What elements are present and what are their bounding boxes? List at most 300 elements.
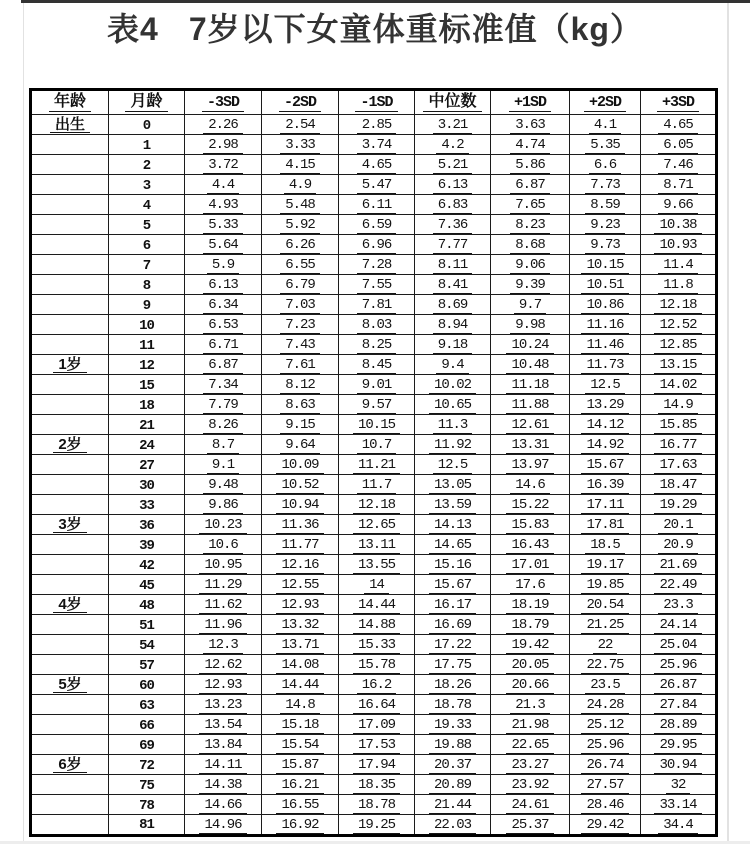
weight-value: 14.44	[353, 597, 400, 614]
value-cell	[641, 375, 717, 395]
weight-value: 4.9	[284, 177, 316, 194]
month-cell	[109, 235, 185, 255]
weight-value: 15.16	[429, 557, 476, 574]
weight-value: 30.94	[654, 757, 701, 774]
weight-value: 6.53	[203, 317, 243, 334]
weight-value: 20.05	[506, 657, 553, 674]
value-cell	[339, 555, 415, 575]
weight-value: 7.73	[585, 177, 625, 194]
header-row	[31, 90, 717, 115]
weight-value: 12.55	[276, 577, 323, 594]
month-value: 2	[142, 157, 151, 174]
value-cell	[570, 655, 641, 675]
header-plus2sd-label: +2SD	[584, 94, 626, 112]
weight-value: 7.55	[357, 277, 397, 294]
weight-value: 7.03	[280, 297, 320, 314]
value-cell	[641, 755, 717, 775]
value-cell	[262, 815, 339, 836]
weight-value: 9.57	[357, 397, 397, 414]
value-cell	[339, 195, 415, 215]
value-cell	[570, 675, 641, 695]
value-cell	[491, 275, 570, 295]
value-cell	[185, 615, 262, 635]
weight-value: 2.54	[280, 117, 320, 134]
weight-value: 12.5	[585, 377, 625, 394]
month-value: 42	[139, 557, 154, 574]
age-cell	[31, 335, 109, 355]
weight-value: 10.23	[199, 517, 246, 534]
value-cell	[185, 275, 262, 295]
value-cell	[262, 335, 339, 355]
value-cell	[185, 135, 262, 155]
value-cell	[262, 695, 339, 715]
value-cell	[415, 615, 491, 635]
header-plus3sd-label: +3SD	[657, 94, 699, 112]
table-row	[31, 395, 717, 415]
value-cell	[570, 355, 641, 375]
table-row	[31, 795, 717, 815]
weight-value: 11.18	[506, 377, 553, 394]
value-cell	[339, 635, 415, 655]
value-cell	[339, 595, 415, 615]
value-cell	[415, 655, 491, 675]
weight-value: 14.11	[199, 757, 246, 774]
value-cell	[491, 515, 570, 535]
value-cell	[262, 555, 339, 575]
header-minus3sd	[185, 90, 262, 115]
weight-value: 9.48	[203, 477, 243, 494]
weight-value: 5.33	[203, 217, 243, 234]
month-value: 3	[142, 177, 151, 194]
table-row	[31, 335, 717, 355]
weight-value: 10.48	[506, 357, 553, 374]
value-cell	[415, 715, 491, 735]
page-title	[0, 8, 750, 50]
value-cell	[491, 635, 570, 655]
value-cell	[641, 415, 717, 435]
value-cell	[641, 395, 717, 415]
weight-value: 14.92	[581, 437, 628, 454]
weight-value: 24.14	[654, 617, 701, 634]
weight-value: 8.25	[357, 337, 397, 354]
weight-value: 10.38	[654, 217, 701, 234]
value-cell	[491, 435, 570, 455]
value-cell	[415, 195, 491, 215]
value-cell	[339, 435, 415, 455]
value-cell	[415, 815, 491, 836]
weight-value: 16.39	[581, 477, 628, 494]
month-cell	[109, 495, 185, 515]
weight-value: 13.31	[506, 437, 553, 454]
value-cell	[415, 315, 491, 335]
weight-value: 19.29	[654, 497, 701, 514]
weight-value: 11.7	[357, 477, 397, 494]
weight-value: 21.98	[506, 717, 553, 734]
value-cell	[491, 415, 570, 435]
value-cell	[570, 735, 641, 755]
value-cell	[641, 355, 717, 375]
value-cell	[185, 295, 262, 315]
weight-value: 19.33	[429, 717, 476, 734]
weight-value: 20.9	[658, 537, 698, 554]
weight-value: 10.65	[429, 397, 476, 414]
header-median	[415, 90, 491, 115]
weight-value: 22.65	[506, 737, 553, 754]
value-cell	[185, 155, 262, 175]
month-value: 11	[139, 337, 154, 354]
month-cell	[109, 195, 185, 215]
table-row	[31, 815, 717, 836]
value-cell	[570, 515, 641, 535]
value-cell	[339, 535, 415, 555]
weight-value: 15.83	[506, 517, 553, 534]
weight-value: 21.25	[581, 617, 628, 634]
weight-value: 6.87	[203, 357, 243, 374]
age-cell	[31, 195, 109, 215]
value-cell	[491, 715, 570, 735]
value-cell	[491, 335, 570, 355]
month-cell	[109, 335, 185, 355]
age-cell	[31, 635, 109, 655]
weight-value: 10.7	[357, 437, 397, 454]
header-age-label: 年龄	[49, 93, 91, 112]
weight-value: 15.22	[506, 497, 553, 514]
month-cell	[109, 795, 185, 815]
weight-value: 9.39	[510, 277, 550, 294]
weight-value: 12.85	[654, 337, 701, 354]
value-cell	[641, 635, 717, 655]
weight-value: 14.44	[276, 677, 323, 694]
value-cell	[262, 275, 339, 295]
month-value: 63	[139, 697, 154, 714]
value-cell	[185, 115, 262, 135]
table-row	[31, 515, 717, 535]
month-value: 27	[139, 457, 154, 474]
value-cell	[641, 795, 717, 815]
value-cell	[185, 675, 262, 695]
weight-value: 7.61	[280, 357, 320, 374]
table-row	[31, 455, 717, 475]
value-cell	[262, 395, 339, 415]
weight-value: 15.67	[429, 577, 476, 594]
weight-value: 18.47	[654, 477, 701, 494]
value-cell	[185, 335, 262, 355]
weight-value: 7.43	[280, 337, 320, 354]
month-value: 66	[139, 717, 154, 734]
value-cell	[491, 155, 570, 175]
value-cell	[339, 235, 415, 255]
weight-value: 17.53	[353, 737, 400, 754]
age-cell	[31, 255, 109, 275]
table-row	[31, 435, 717, 455]
value-cell	[415, 475, 491, 495]
weight-value: 34.4	[658, 817, 698, 834]
weight-value: 18.78	[353, 797, 400, 814]
value-cell	[491, 175, 570, 195]
value-cell	[641, 535, 717, 555]
weight-value: 14.6	[510, 477, 550, 494]
value-cell	[415, 395, 491, 415]
weight-value: 2.26	[203, 117, 243, 134]
weight-value: 27.57	[581, 777, 628, 794]
weight-value: 14.8	[280, 697, 320, 714]
value-cell	[185, 315, 262, 335]
weight-value: 6.13	[203, 277, 243, 294]
weight-value: 13.05	[429, 477, 476, 494]
value-cell	[185, 395, 262, 415]
weight-value: 4.65	[357, 157, 397, 174]
value-cell	[491, 215, 570, 235]
month-cell	[109, 175, 185, 195]
header-month	[109, 90, 185, 115]
value-cell	[185, 715, 262, 735]
month-value: 45	[139, 577, 154, 594]
value-cell	[415, 215, 491, 235]
weight-value: 9.1	[207, 457, 239, 474]
value-cell	[185, 815, 262, 836]
value-cell	[185, 475, 262, 495]
weight-value: 18.78	[429, 697, 476, 714]
weight-value: 6.34	[203, 297, 243, 314]
value-cell	[570, 295, 641, 315]
month-cell	[109, 415, 185, 435]
weight-value: 10.86	[581, 297, 628, 314]
page-right-border	[727, 3, 729, 844]
table-row	[31, 695, 717, 715]
month-value: 36	[139, 517, 154, 534]
weight-value: 19.88	[429, 737, 476, 754]
weight-value: 24.61	[506, 797, 553, 814]
value-cell	[491, 695, 570, 715]
value-cell	[415, 115, 491, 135]
weight-value: 13.15	[654, 357, 701, 374]
month-cell	[109, 675, 185, 695]
page-left-border	[23, 3, 24, 844]
weight-value: 17.94	[353, 757, 400, 774]
value-cell	[262, 435, 339, 455]
weight-value: 6.6	[589, 157, 621, 174]
weight-value: 13.11	[353, 537, 400, 554]
month-cell	[109, 755, 185, 775]
weight-value: 24.28	[581, 697, 628, 714]
weight-value: 5.64	[203, 237, 243, 254]
value-cell	[491, 535, 570, 555]
weight-value: 8.59	[585, 197, 625, 214]
value-cell	[415, 415, 491, 435]
month-value: 9	[142, 297, 151, 314]
weight-value: 14.88	[353, 617, 400, 634]
table-row	[31, 215, 717, 235]
header-minus2sd	[262, 90, 339, 115]
value-cell	[339, 155, 415, 175]
age-cell	[31, 415, 109, 435]
value-cell	[570, 375, 641, 395]
weight-value: 15.87	[276, 757, 323, 774]
table-row	[31, 295, 717, 315]
weight-value: 7.79	[203, 397, 243, 414]
weight-value: 14.02	[654, 377, 701, 394]
value-cell	[339, 255, 415, 275]
value-cell	[641, 195, 717, 215]
header-plus2sd	[570, 90, 641, 115]
age-cell	[31, 155, 109, 175]
weight-table	[29, 88, 718, 837]
age-cell	[31, 735, 109, 755]
weight-value: 16.77	[654, 437, 701, 454]
weight-value: 16.21	[276, 777, 323, 794]
weight-value: 14.65	[429, 537, 476, 554]
value-cell	[491, 575, 570, 595]
value-cell	[491, 195, 570, 215]
value-cell	[339, 375, 415, 395]
weight-value: 9.86	[203, 497, 243, 514]
weight-value: 11.73	[581, 357, 628, 374]
value-cell	[491, 775, 570, 795]
value-cell	[185, 695, 262, 715]
value-cell	[262, 575, 339, 595]
value-cell	[339, 175, 415, 195]
value-cell	[570, 495, 641, 515]
value-cell	[570, 215, 641, 235]
weight-value: 3.33	[280, 137, 320, 154]
value-cell	[262, 235, 339, 255]
age-cell	[31, 755, 109, 775]
month-value: 5	[142, 217, 151, 234]
value-cell	[339, 135, 415, 155]
value-cell	[415, 515, 491, 535]
weight-value: 7.65	[510, 197, 550, 214]
weight-value: 13.84	[199, 737, 246, 754]
table-row	[31, 375, 717, 395]
header-age	[31, 90, 109, 115]
weight-value: 6.13	[433, 177, 473, 194]
weight-value: 33.14	[654, 797, 701, 814]
weight-value: 12.93	[276, 597, 323, 614]
value-cell	[641, 515, 717, 535]
value-cell	[491, 675, 570, 695]
header-plus3sd	[641, 90, 717, 115]
month-value: 81	[139, 817, 154, 834]
weight-value: 25.12	[581, 717, 628, 734]
weight-value: 3.72	[203, 157, 243, 174]
weight-value: 19.17	[581, 557, 628, 574]
table-row	[31, 475, 717, 495]
weight-value: 22	[593, 637, 618, 654]
weight-value: 16.92	[276, 817, 323, 834]
weight-value: 11.88	[506, 397, 553, 414]
header-plus1sd-label: +1SD	[509, 94, 551, 112]
value-cell	[339, 695, 415, 715]
weight-value: 20.1	[658, 517, 698, 534]
weight-value: 17.09	[353, 717, 400, 734]
value-cell	[185, 575, 262, 595]
value-cell	[415, 735, 491, 755]
weight-value: 9.4	[436, 357, 468, 374]
value-cell	[415, 555, 491, 575]
value-cell	[415, 795, 491, 815]
value-cell	[262, 115, 339, 135]
value-cell	[262, 655, 339, 675]
value-cell	[415, 575, 491, 595]
value-cell	[641, 695, 717, 715]
weight-value: 17.75	[429, 657, 476, 674]
month-value: 30	[139, 477, 154, 494]
weight-value: 12.93	[199, 677, 246, 694]
value-cell	[185, 355, 262, 375]
value-cell	[339, 755, 415, 775]
weight-value: 10.24	[506, 337, 553, 354]
value-cell	[262, 615, 339, 635]
value-cell	[262, 155, 339, 175]
weight-value: 12.3	[203, 637, 243, 654]
weight-value: 11.46	[581, 337, 628, 354]
weight-value: 6.79	[280, 277, 320, 294]
weight-value: 5.35	[585, 137, 625, 154]
weight-value: 7.36	[433, 217, 473, 234]
value-cell	[491, 495, 570, 515]
value-cell	[262, 795, 339, 815]
table-row	[31, 255, 717, 275]
weight-value: 15.54	[276, 737, 323, 754]
value-cell	[570, 115, 641, 135]
age-cell	[31, 575, 109, 595]
value-cell	[641, 715, 717, 735]
weight-value: 10.09	[276, 457, 323, 474]
month-value: 8	[142, 277, 151, 294]
age-cell	[31, 695, 109, 715]
age-cell	[31, 475, 109, 495]
weight-value: 22.75	[581, 657, 628, 674]
month-value: 7	[142, 257, 151, 274]
value-cell	[415, 335, 491, 355]
weight-value: 9.98	[510, 317, 550, 334]
value-cell	[262, 715, 339, 735]
value-cell	[185, 215, 262, 235]
table-row	[31, 355, 717, 375]
weight-value: 10.93	[654, 237, 701, 254]
age-cell	[31, 275, 109, 295]
weight-value: 10.94	[276, 497, 323, 514]
month-cell	[109, 115, 185, 135]
value-cell	[570, 715, 641, 735]
weight-value: 14	[364, 577, 389, 594]
age-cell	[31, 395, 109, 415]
weight-value: 9.73	[585, 237, 625, 254]
value-cell	[185, 755, 262, 775]
month-value: 60	[139, 677, 154, 694]
weight-value: 4.93	[203, 197, 243, 214]
table-row	[31, 115, 717, 135]
weight-value: 6.11	[357, 197, 397, 214]
weight-value: 8.69	[433, 297, 473, 314]
weight-value: 10.51	[581, 277, 628, 294]
weight-value: 25.37	[506, 817, 553, 834]
age-cell	[31, 235, 109, 255]
table-row	[31, 415, 717, 435]
weight-value: 28.46	[581, 797, 628, 814]
value-cell	[415, 255, 491, 275]
weight-value: 15.33	[353, 637, 400, 654]
month-cell	[109, 295, 185, 315]
header-median-label: 中位数	[423, 93, 481, 112]
month-value: 0	[142, 117, 151, 134]
header-minus3sd-label: -3SD	[202, 94, 244, 112]
month-cell	[109, 655, 185, 675]
header-minus1sd-label: -1SD	[355, 94, 397, 112]
weight-value: 7.28	[357, 257, 397, 274]
weight-value: 10.15	[353, 417, 400, 434]
weight-value: 12.5	[433, 457, 473, 474]
